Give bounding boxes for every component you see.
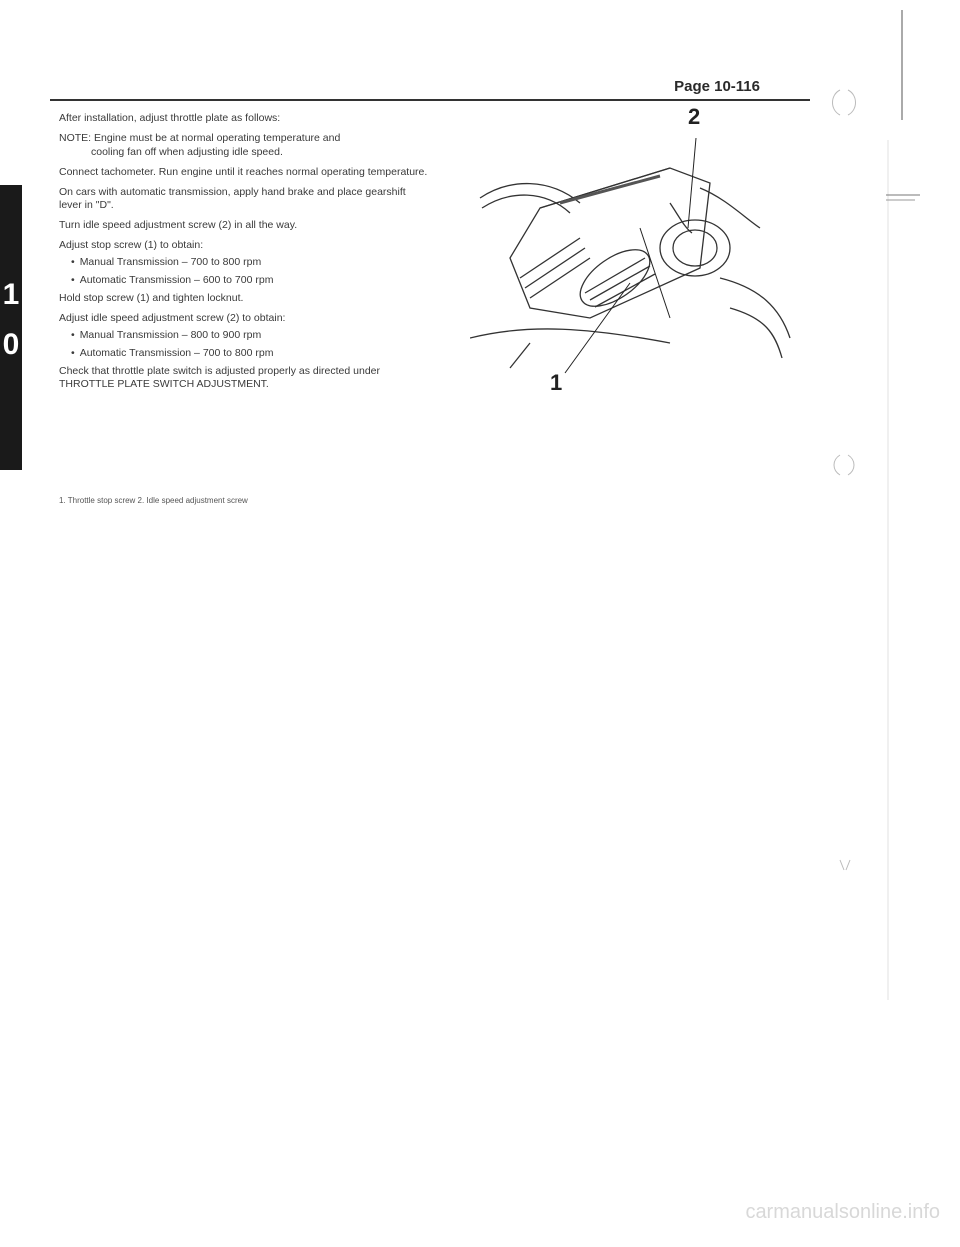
- adjust-idle-step: Adjust idle speed adjustment screw (2) to obtain:: [59, 312, 286, 324]
- idle-bullet-manual: • Manual Transmission – 800 to 900 rpm: [59, 329, 431, 342]
- page-number: Page 10-116: [674, 78, 760, 95]
- throttle-body-illustration: [470, 108, 800, 398]
- throttle-bore: [660, 220, 730, 276]
- instructions: [59, 112, 431, 398]
- automatic-step: On cars with automatic transmission, apply hand brake and place gearshift lever in "D".: [59, 186, 406, 211]
- scan-edge-marks: [820, 0, 960, 1242]
- note-text-continued: cooling fan off when adjusting idle speed.: [91, 146, 283, 158]
- callout-2: 2: [688, 104, 701, 129]
- section-tab-digit-2: 0: [2, 328, 20, 361]
- check-step: Check that throttle plate switch is adjusted properly as directed under THROTTLE PLATE SWITCH ADJUSTMENT.: [59, 365, 381, 390]
- intro-text: After installation, adjust throttle plate as follows:: [59, 112, 281, 124]
- section-tab-digit-1: 1: [2, 278, 20, 311]
- idle-bullet-automatic: • Automatic Transmission – 700 to 800 rpm: [59, 347, 431, 360]
- bellows-outline: [571, 239, 659, 318]
- note-text: NOTE: Engine must be at normal operating temperature and: [59, 132, 341, 144]
- figure-caption: 1. Throttle stop screw 2. Idle speed adjustment screw: [59, 496, 248, 505]
- section-tab: [0, 185, 22, 470]
- hold-step: Hold stop screw (1) and tighten locknut.: [59, 292, 244, 304]
- callout-1: 1: [550, 370, 563, 395]
- throttle-figure: [470, 104, 800, 398]
- tachometer-step: Connect tachometer. Run engine until it reaches normal operating temperature.: [59, 166, 428, 178]
- stop-bullet-automatic: • Automatic Transmission – 600 to 700 rpm: [59, 274, 431, 287]
- header-rule: [50, 99, 810, 101]
- turn-idle-step: Turn idle speed adjustment screw (2) in all the way.: [59, 219, 298, 231]
- page-header: [50, 78, 810, 100]
- watermark: carmanualsonline.info: [745, 1201, 940, 1223]
- stop-bullet-manual: • Manual Transmission – 700 to 800 rpm: [59, 256, 431, 269]
- adjust-stop-step: Adjust stop screw (1) to obtain:: [59, 239, 204, 251]
